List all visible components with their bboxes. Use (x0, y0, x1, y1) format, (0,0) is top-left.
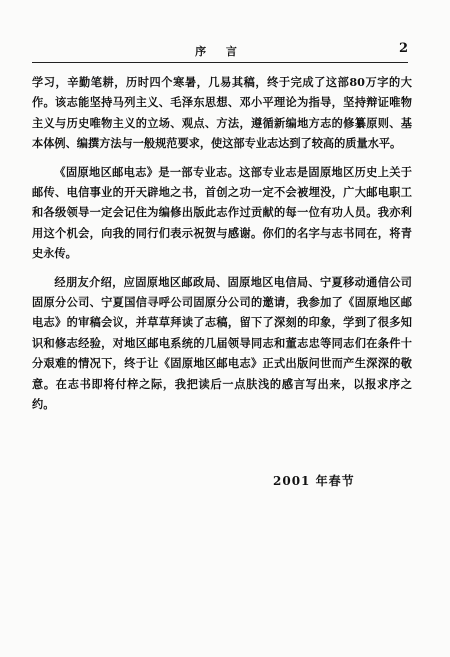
running-title: 序 言 (195, 45, 245, 58)
header-rule (32, 62, 408, 63)
preface-body (32, 72, 412, 423)
paragraph: 学习，辛勤笔耕，历时四个寒暑，几易其稿，终于完成了这部80万字的大作。该志能坚持马列主义、毛泽东思想、邓小平理论为指导，坚持辩证唯物主义与历史唯物主义的立场、观点、方法，遵循新编地方志的修纂原则、基本体例、编撰方法与一般规范要求，使这部专业志达到了较高的质量水平。 (32, 75, 412, 151)
paragraph: 经朋友介绍，应固原地区邮政局、固原地区电信局、宁夏移动通信公司固原分公司、宁夏国信寻呼公司固原分公司的邀请，我参加了《固原地区邮电志》的审稿会议，并草草拜读了志稿，留下了深刻的印象，学到了很多知识和修志经验，对地区邮电系统的几届领导同志和董志忠等同志们在条件十分艰难的情况下，终于让《固原地区邮电志》正式出版问世而产生深深的敬意。在志书即将付梓之际，我把读后一点肤浅的感言写出来，以报求序之约。 (32, 274, 412, 412)
page-number: 2 (398, 41, 408, 56)
paragraph: 《固原地区邮电志》是一部专业志。这部专业志是固原地区历史上关于邮传、电信事业的开天辟地之书，首创之功一定不会被埋没，广大邮电职工和各级领导一定会记住为编修出版此志作过贡献的每一位有功人员。我亦利用这个机会，向我的同行们表示祝贺与感谢。你们的名字与志书同在，将青史永传。 (32, 164, 412, 261)
page-header (32, 38, 408, 60)
signature-date: 2001 年春节 (273, 474, 355, 488)
